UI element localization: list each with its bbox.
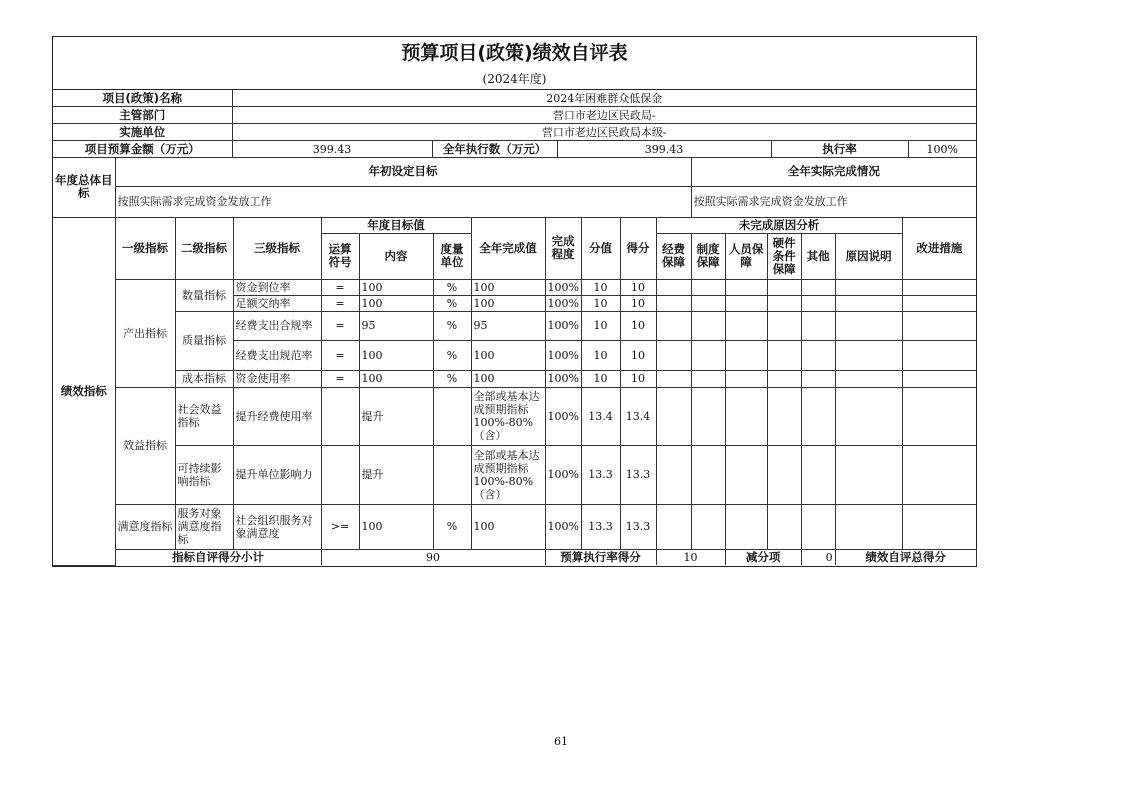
table-row (53, 279, 976, 295)
indicator-unit: % (433, 370, 471, 387)
project-name-value: 2024年困难群众低保金 (232, 90, 976, 107)
empty-cell (725, 370, 767, 387)
indicator-got: 10 (620, 279, 656, 295)
empty-cell (656, 387, 691, 445)
indicator-score: 10 (581, 295, 620, 311)
empty-cell (767, 295, 801, 311)
indicator-op: = (321, 295, 359, 311)
empty-cell (691, 445, 725, 504)
empty-cell (656, 279, 691, 295)
budget-score-value: 10 (656, 549, 725, 565)
empty-cell (902, 340, 976, 370)
indicator-header-row-1 (53, 217, 976, 233)
indicator-degree: 100% (545, 340, 581, 370)
empty-cell (767, 504, 801, 549)
total-label: 绩效自评总得分 (835, 549, 976, 565)
empty-cell (835, 311, 902, 340)
empty-cell (801, 279, 835, 295)
indicator-op (321, 387, 359, 445)
subtotal-value: 90 (321, 549, 545, 565)
empty-cell (902, 370, 976, 387)
indicator-unit: % (433, 504, 471, 549)
empty-cell (835, 445, 902, 504)
indicator-name: 经费支出合规率 (233, 311, 321, 340)
empty-cell (767, 340, 801, 370)
indicator-unit (433, 445, 471, 504)
indicator-op: >= (321, 504, 359, 549)
actual-value-header: 全年完成值 (471, 217, 545, 279)
indicator-unit: % (433, 340, 471, 370)
evaluation-sheet (52, 36, 977, 567)
indicator-got: 10 (620, 340, 656, 370)
empty-cell (835, 504, 902, 549)
table-row (53, 311, 976, 340)
indicator-op: = (321, 370, 359, 387)
reason-other-header: 其他 (801, 233, 835, 279)
indicator-op: = (321, 340, 359, 370)
empty-cell (656, 311, 691, 340)
empty-cell (767, 311, 801, 340)
empty-cell (902, 311, 976, 340)
empty-cell (801, 311, 835, 340)
indicator-actual: 100 (471, 370, 545, 387)
indicator-actual: 全部或基本达成预期指标100%-80%（含） (471, 387, 545, 445)
year-label: (2024年度) (53, 70, 976, 90)
info-row-project (53, 90, 976, 107)
indicator-actual: 100 (471, 340, 545, 370)
empty-cell (835, 370, 902, 387)
empty-cell (725, 340, 767, 370)
empty-cell (801, 340, 835, 370)
indicator-name: 经费支出规范率 (233, 340, 321, 370)
indicator-got: 10 (620, 370, 656, 387)
level2-header: 二级指标 (175, 217, 233, 279)
table-row (53, 504, 976, 549)
empty-cell (835, 387, 902, 445)
empty-cell (725, 295, 767, 311)
group-output-quantity: 数量指标 (175, 279, 233, 311)
indicator-degree: 100% (545, 445, 581, 504)
indicator-unit: % (433, 311, 471, 340)
empty-cell (801, 370, 835, 387)
empty-cell (801, 445, 835, 504)
unit-label: 实施单位 (53, 124, 232, 141)
group-benefit-sustain: 可持续影响指标 (175, 445, 233, 504)
group-output-cost: 成本指标 (175, 370, 233, 387)
empty-cell (691, 340, 725, 370)
empty-cell (767, 279, 801, 295)
reason-system-header: 制度保障 (691, 233, 725, 279)
empty-cell (767, 445, 801, 504)
empty-cell (656, 340, 691, 370)
indicator-actual: 100 (471, 279, 545, 295)
info-table (53, 90, 976, 158)
got-header: 得分 (620, 217, 656, 279)
indicator-content: 提升 (359, 387, 433, 445)
empty-cell (835, 340, 902, 370)
executed-label: 全年执行数（万元） (432, 141, 557, 158)
indicator-unit (433, 387, 471, 445)
empty-cell (902, 387, 976, 445)
initial-target-header: 年初设定目标 (115, 158, 691, 186)
indicator-got: 10 (620, 311, 656, 340)
deduct-label: 减分项 (725, 549, 801, 565)
indicator-name: 资金到位率 (233, 279, 321, 295)
empty-cell (691, 311, 725, 340)
indicator-name: 社会组织服务对象满意度 (233, 504, 321, 549)
info-row-dept (53, 107, 976, 124)
empty-cell (691, 387, 725, 445)
group-output: 产出指标 (115, 279, 175, 387)
overall-content-row (53, 186, 976, 217)
empty-cell (691, 504, 725, 549)
empty-cell (835, 279, 902, 295)
empty-cell (725, 445, 767, 504)
indicator-score: 10 (581, 279, 620, 295)
level3-header: 三级指标 (233, 217, 321, 279)
empty-cell (691, 295, 725, 311)
empty-cell (801, 504, 835, 549)
indicator-score: 13.3 (581, 445, 620, 504)
indicator-table (53, 158, 976, 566)
deduct-value: 0 (801, 549, 835, 565)
indicator-score: 13.3 (581, 504, 620, 549)
budget-label: 项目预算金额（万元） (53, 141, 232, 158)
empty-cell (902, 295, 976, 311)
indicator-got: 10 (620, 295, 656, 311)
actual-text: 按照实际需求完成资金发放工作 (691, 186, 976, 217)
degree-header: 完成程度 (545, 217, 581, 279)
group-benefit: 效益指标 (115, 387, 175, 504)
op-header: 运算符号 (321, 233, 359, 279)
info-row-budget (53, 141, 976, 158)
indicator-name: 提升单位影响力 (233, 445, 321, 504)
indicator-content: 100 (359, 370, 433, 387)
empty-cell (725, 387, 767, 445)
indicator-degree: 100% (545, 279, 581, 295)
actual-header: 全年实际完成情况 (691, 158, 976, 186)
indicator-content: 提升 (359, 445, 433, 504)
indicator-unit: % (433, 279, 471, 295)
indicator-score: 10 (581, 340, 620, 370)
indicator-content: 100 (359, 504, 433, 549)
indicator-degree: 100% (545, 504, 581, 549)
content-header: 内容 (359, 233, 433, 279)
initial-target-text: 按照实际需求完成资金发放工作 (115, 186, 691, 217)
budget-score-label: 预算执行率得分 (545, 549, 656, 565)
indicator-degree: 100% (545, 370, 581, 387)
indicator-score: 10 (581, 370, 620, 387)
reason-staff-header: 人员保障 (725, 233, 767, 279)
indicator-actual: 100 (471, 295, 545, 311)
indicator-score: 10 (581, 311, 620, 340)
score-header: 分值 (581, 217, 620, 279)
indicator-name: 资金使用率 (233, 370, 321, 387)
empty-cell (656, 504, 691, 549)
page-number: 61 (554, 735, 568, 748)
overall-label: 年度总体目标 (53, 158, 115, 217)
empty-cell (767, 370, 801, 387)
indicator-unit: % (433, 295, 471, 311)
target-group-header: 年度目标值 (321, 217, 471, 233)
rate-value: 100% (908, 141, 976, 158)
indicator-op (321, 445, 359, 504)
table-row (53, 445, 976, 504)
reason-hardware-header: 硬件条件保障 (767, 233, 801, 279)
indicator-degree: 100% (545, 295, 581, 311)
project-name-label: 项目(政策)名称 (53, 90, 232, 107)
empty-cell (725, 279, 767, 295)
indicator-actual: 100 (471, 504, 545, 549)
group-satisfaction: 满意度指标 (115, 504, 175, 549)
empty-cell (801, 295, 835, 311)
indicator-actual: 95 (471, 311, 545, 340)
budget-value: 399.43 (232, 141, 432, 158)
indicator-degree: 100% (545, 311, 581, 340)
page-title: 预算项目(政策)绩效自评表 (401, 42, 628, 64)
unit-value: 营口市老边区民政局本级- (232, 124, 976, 141)
empty-cell (801, 387, 835, 445)
empty-cell (725, 311, 767, 340)
indicator-content: 100 (359, 295, 433, 311)
footer-row (53, 549, 976, 565)
perf-label: 绩效指标 (53, 217, 115, 565)
indicator-score: 13.4 (581, 387, 620, 445)
empty-cell (767, 387, 801, 445)
empty-cell (725, 504, 767, 549)
indicator-got: 13.3 (620, 445, 656, 504)
empty-cell (656, 445, 691, 504)
overall-header-row (53, 158, 976, 186)
group-benefit-social: 社会效益指标 (175, 387, 233, 445)
indicator-op: = (321, 279, 359, 295)
empty-cell (656, 295, 691, 311)
level1-header: 一级指标 (115, 217, 175, 279)
indicator-got: 13.4 (620, 387, 656, 445)
indicator-actual: 全部或基本达成预期指标100%-80%（含） (471, 445, 545, 504)
empty-cell (902, 504, 976, 549)
subtotal-label: 指标自评得分小计 (115, 549, 321, 565)
indicator-content: 100 (359, 279, 433, 295)
empty-cell (691, 370, 725, 387)
reasons-group-header: 未完成原因分析 (656, 217, 902, 233)
reason-fund-header: 经费保障 (656, 233, 691, 279)
info-row-unit (53, 124, 976, 141)
indicator-name: 提升经费使用率 (233, 387, 321, 445)
rate-label: 执行率 (771, 141, 908, 158)
group-satisfaction-sub: 服务对象满意度指标 (175, 504, 233, 549)
reason-note-header: 原因说明 (835, 233, 902, 279)
indicator-degree: 100% (545, 387, 581, 445)
empty-cell (691, 279, 725, 295)
empty-cell (902, 279, 976, 295)
indicator-content: 95 (359, 311, 433, 340)
improve-header: 改进措施 (902, 217, 976, 279)
dept-label: 主管部门 (53, 107, 232, 124)
dept-value: 营口市老边区民政局- (232, 107, 976, 124)
unit-header: 度量单位 (433, 233, 471, 279)
table-row (53, 387, 976, 445)
table-row (53, 370, 976, 387)
empty-cell (656, 370, 691, 387)
indicator-name: 足额交纳率 (233, 295, 321, 311)
group-output-quality: 质量指标 (175, 311, 233, 370)
empty-cell (902, 445, 976, 504)
indicator-content: 100 (359, 340, 433, 370)
executed-value: 399.43 (557, 141, 771, 158)
indicator-got: 13.3 (620, 504, 656, 549)
indicator-op: = (321, 311, 359, 340)
empty-cell (835, 295, 902, 311)
